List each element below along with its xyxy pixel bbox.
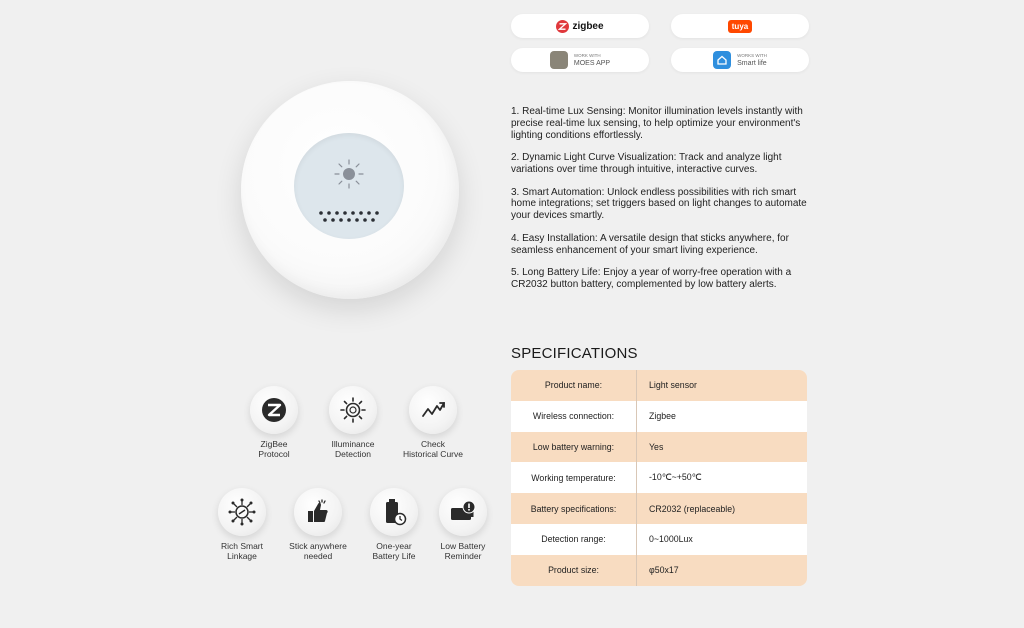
low-battery-icon xyxy=(448,499,478,525)
zigbee-badge xyxy=(511,14,649,38)
spec-key: Battery specifications: xyxy=(511,493,637,524)
feature-low-battery-reminder xyxy=(418,488,508,561)
spec-row xyxy=(511,493,807,524)
zigbee-icon xyxy=(261,397,287,423)
spec-key: Working temperature: xyxy=(511,462,637,493)
illuminance-icon xyxy=(339,396,367,424)
feature-description-list xyxy=(511,106,821,302)
moes-app-icon xyxy=(550,51,568,69)
spec-value: CR2032 (replaceable) xyxy=(649,503,736,514)
linkage-icon xyxy=(227,497,257,527)
sun-icon xyxy=(294,133,404,239)
feature-label: Check Historical Curve xyxy=(403,439,463,459)
curve-icon xyxy=(420,399,446,421)
feature-point: 3. Smart Automation: Unlock endless possibilities with rich smart home integrations; set triggers based on light changes to automate your devices smartly. xyxy=(511,186,807,222)
spec-value: φ50x17 xyxy=(649,565,679,576)
thumbs-up-icon xyxy=(304,498,332,526)
spec-value: 0~1000Lux xyxy=(649,534,693,545)
feature-point: 4. Easy Installation: A versatile design that sticks anywhere, for seamless enhancement of your smart living experience. xyxy=(511,232,789,256)
spec-value: Yes xyxy=(649,441,664,452)
spec-value: Zigbee xyxy=(649,411,676,422)
spec-value: Light sensor xyxy=(649,380,697,391)
battery-clock-icon xyxy=(381,497,407,527)
moes-badge-small: WORK WITH xyxy=(573,53,601,58)
spec-row xyxy=(511,462,807,493)
spec-key: Low battery warning: xyxy=(511,432,637,463)
spec-row xyxy=(511,401,807,432)
feature-zigbee-protocol xyxy=(229,386,319,459)
zigbee-badge-text: zigbee xyxy=(572,20,604,32)
feature-label: One-year Battery Life xyxy=(372,541,416,561)
zigbee-logo-icon xyxy=(556,20,569,33)
spec-key: Wireless connection: xyxy=(511,401,637,432)
specifications-title: SPECIFICATIONS xyxy=(511,345,638,362)
specifications-table xyxy=(511,370,807,586)
feature-label: ZigBee Protocol xyxy=(258,439,290,459)
feature-historical-curve xyxy=(388,386,478,459)
feature-label: Stick anywhere needed xyxy=(289,541,347,561)
spec-value: -10℃~+50℃ xyxy=(649,472,702,483)
moes-badge-big: MOES APP xyxy=(573,60,611,67)
device-sensor-face xyxy=(294,133,404,239)
feature-point: 1. Real-time Lux Sensing: Monitor illumination levels instantly with precise real-time lux sensing, to help optimize your environment's lighting conditions effortlessly. xyxy=(511,106,803,141)
spec-row xyxy=(511,370,807,401)
feature-point: 2. Dynamic Light Curve Visualization: Track and analyze light variations over time through intuitive, interactive curves. xyxy=(511,152,782,175)
spec-row xyxy=(511,555,807,586)
feature-point: 5. Long Battery Life: Enjoy a year of worry-free operation with a CR2032 button battery, complemented by low battery alerts. xyxy=(511,267,792,290)
spec-key: Detection range: xyxy=(511,524,637,555)
smart-life-badge-small: WORKS WITH xyxy=(737,53,767,58)
spec-key: Product name: xyxy=(511,370,637,401)
tuya-logo: tuya xyxy=(728,20,752,33)
spec-row xyxy=(511,432,807,463)
feature-label: Low Battery Reminder xyxy=(440,541,486,561)
smart-life-home-icon xyxy=(713,51,731,69)
feature-label: Illuminance Detection xyxy=(331,439,375,459)
tuya-badge xyxy=(671,14,809,38)
moes-app-badge xyxy=(511,48,649,72)
smart-life-badge-big: Smart life xyxy=(737,60,767,67)
spec-key: Product size: xyxy=(511,555,637,586)
feature-illuminance-detection xyxy=(308,386,398,459)
feature-label: Rich Smart Linkage xyxy=(220,541,264,561)
light-sensor-device xyxy=(241,81,459,299)
smart-life-badge xyxy=(671,48,809,72)
spec-row xyxy=(511,524,807,555)
